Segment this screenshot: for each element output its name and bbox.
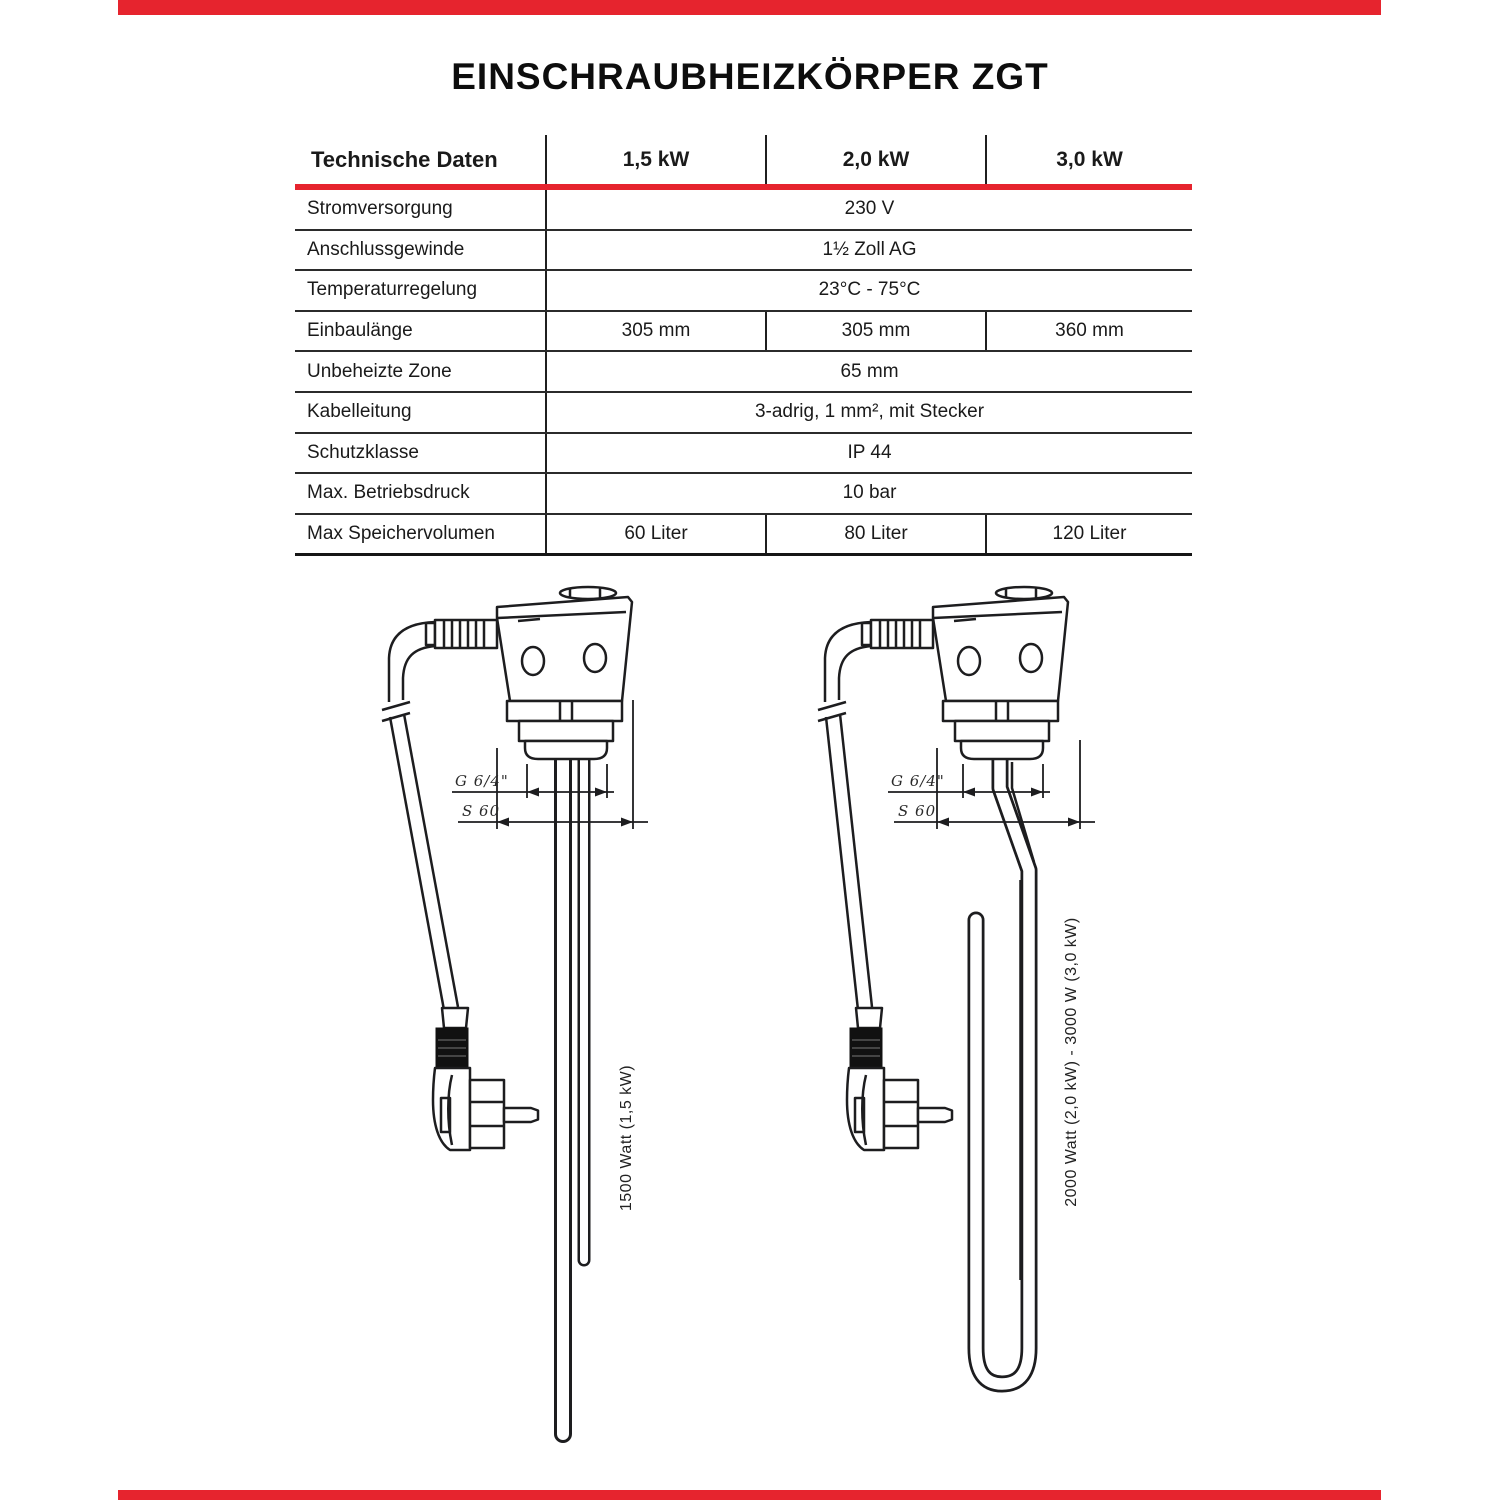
row-value: 230 V	[545, 190, 1192, 229]
row-label: Kabelleitung	[307, 401, 412, 423]
row-value: 23°C - 75°C	[545, 271, 1192, 310]
power-rating-label-right: 2000 Watt (2,0 kW) - 3000 W (3,0 kW)	[1063, 917, 1080, 1207]
table-row	[295, 474, 1192, 515]
row-value: 65 mm	[545, 352, 1192, 391]
thread-dimension-label: G 6/4"	[891, 772, 945, 790]
row-value: 120 Liter	[985, 515, 1192, 554]
table-header	[295, 135, 1192, 184]
head-hole	[522, 647, 544, 675]
page-title: EINSCHRAUBHEIZKÖRPER ZGT	[451, 56, 1049, 97]
schuko-plug	[847, 1008, 952, 1150]
table-row	[295, 434, 1192, 475]
heating-rods	[563, 752, 584, 1434]
table-body	[295, 190, 1192, 556]
flange-collar	[519, 721, 613, 741]
header-2-0kw: 2,0 kW	[765, 135, 985, 184]
row-label: Einbaulänge	[307, 320, 413, 342]
header-1-5kw: 1,5 kW	[545, 135, 765, 184]
row-value: 360 mm	[985, 312, 1192, 351]
thread-dimension-label: G 6/4"	[455, 772, 509, 790]
thermostat-head	[497, 587, 632, 759]
bottom-red-bar	[118, 1490, 1381, 1500]
drawing-heater-1-5kw	[370, 570, 670, 1470]
row-value: 1½ Zoll AG	[545, 231, 1192, 270]
plug-pin	[918, 1108, 952, 1122]
flange-collar	[955, 721, 1049, 741]
heating-loop	[976, 752, 1034, 1384]
row-value: 3-adrig, 1 mm², mit Stecker	[545, 393, 1192, 432]
plug-body	[884, 1080, 918, 1148]
header-technische-daten: Technische Daten	[311, 146, 498, 172]
row-value: 80 Liter	[765, 515, 985, 554]
wrench-dimension-label: S 60	[462, 802, 501, 820]
head-hole	[1020, 644, 1042, 672]
table-row	[295, 312, 1192, 353]
row-label: Max Speichervolumen	[307, 523, 495, 545]
head-top-knob	[996, 587, 1052, 599]
head-hole	[584, 644, 606, 672]
schuko-plug	[433, 1008, 538, 1150]
table-row	[295, 515, 1192, 557]
row-label: Schutzklasse	[307, 441, 419, 463]
row-label: Max. Betriebsdruck	[307, 482, 470, 504]
row-label: Stromversorgung	[307, 198, 453, 220]
power-rating-label-left: 1500 Watt (1,5 kW)	[618, 1064, 635, 1212]
row-value: 60 Liter	[545, 515, 765, 554]
table-row	[295, 393, 1192, 434]
table-row	[295, 231, 1192, 272]
plug-pin	[504, 1108, 538, 1122]
row-value: 10 bar	[545, 474, 1192, 513]
header-3-0kw: 3,0 kW	[985, 135, 1192, 184]
thermostat-head	[933, 587, 1068, 759]
hex-nut	[943, 701, 1058, 721]
table-row	[295, 271, 1192, 312]
row-label: Unbeheizte Zone	[307, 360, 452, 382]
spec-table	[295, 135, 1192, 556]
row-value: 305 mm	[545, 312, 765, 351]
row-value: 305 mm	[765, 312, 985, 351]
wrench-dimension-label: S 60	[898, 802, 937, 820]
table-row	[295, 190, 1192, 231]
head-hole	[958, 647, 980, 675]
plug-body	[470, 1080, 504, 1148]
row-value: IP 44	[545, 434, 1192, 473]
hex-nut	[507, 701, 622, 721]
head-top-knob	[560, 587, 616, 599]
row-label: Anschlussgewinde	[307, 238, 465, 260]
top-red-bar	[118, 0, 1381, 15]
table-row	[295, 352, 1192, 393]
row-label: Temperaturregelung	[307, 279, 478, 301]
